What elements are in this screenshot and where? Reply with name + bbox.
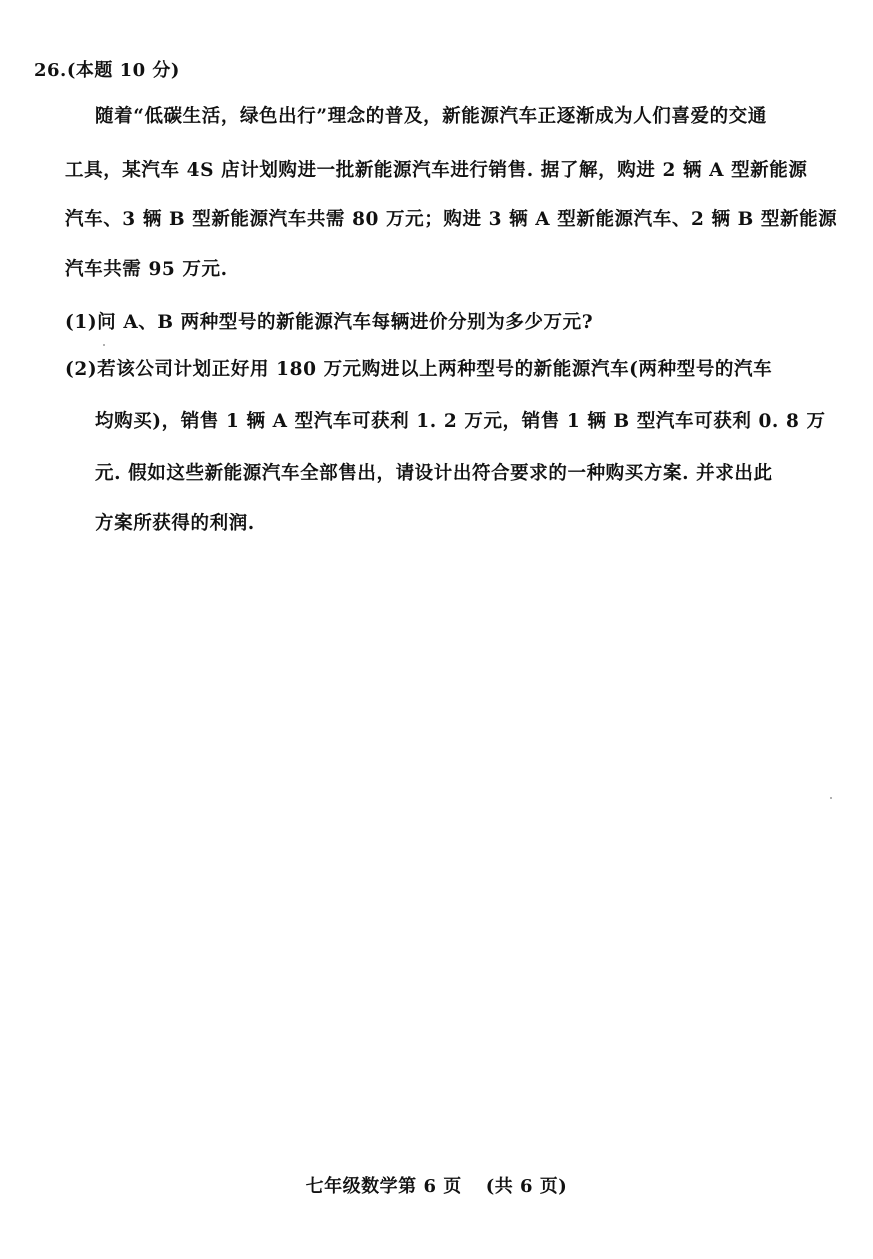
part-2-line-2: 均购买)，销售 1 辆 A 型汽车可获利 1. 2 万元，销售 1 辆 B 型汽车可获利 0. 8 万	[95, 411, 826, 432]
scan-speck	[103, 344, 105, 346]
part-2-line-3: 元. 假如这些新能源汽车全部售出，请设计出符合要求的一种购买方案. 并求出此	[95, 463, 773, 484]
intro-line-2: 工具，某汽车 4S 店计划购进一批新能源汽车进行销售. 据了解，购进 2 辆 A 型新能源	[65, 160, 808, 181]
intro-line-1: 随着“低碳生活，绿色出行”理念的普及，新能源汽车正逐渐成为人们喜爱的交通	[95, 106, 767, 127]
intro-line-3: 汽车、3 辆 B 型新能源汽车共需 80 万元；购进 3 辆 A 型新能源汽车、2 辆 B 型新能源	[65, 209, 838, 230]
footer-page-label: 七年级数学第 6 页	[305, 1176, 462, 1197]
part-1-question: (1)问 A、B 两种型号的新能源汽车每辆进价分别为多少万元?	[65, 312, 594, 333]
question-number-header: 26.(本题 10 分)	[34, 60, 180, 81]
page-footer	[0, 1174, 873, 1200]
part-2-line-1: (2)若该公司计划正好用 180 万元购进以上两种型号的新能源汽车(两种型号的汽车	[65, 359, 773, 380]
scan-speck	[830, 797, 832, 799]
footer-total-label: (共 6 页)	[485, 1176, 568, 1197]
intro-line-4: 汽车共需 95 万元.	[65, 259, 228, 280]
part-2-line-4: 方案所获得的利润.	[95, 513, 255, 534]
